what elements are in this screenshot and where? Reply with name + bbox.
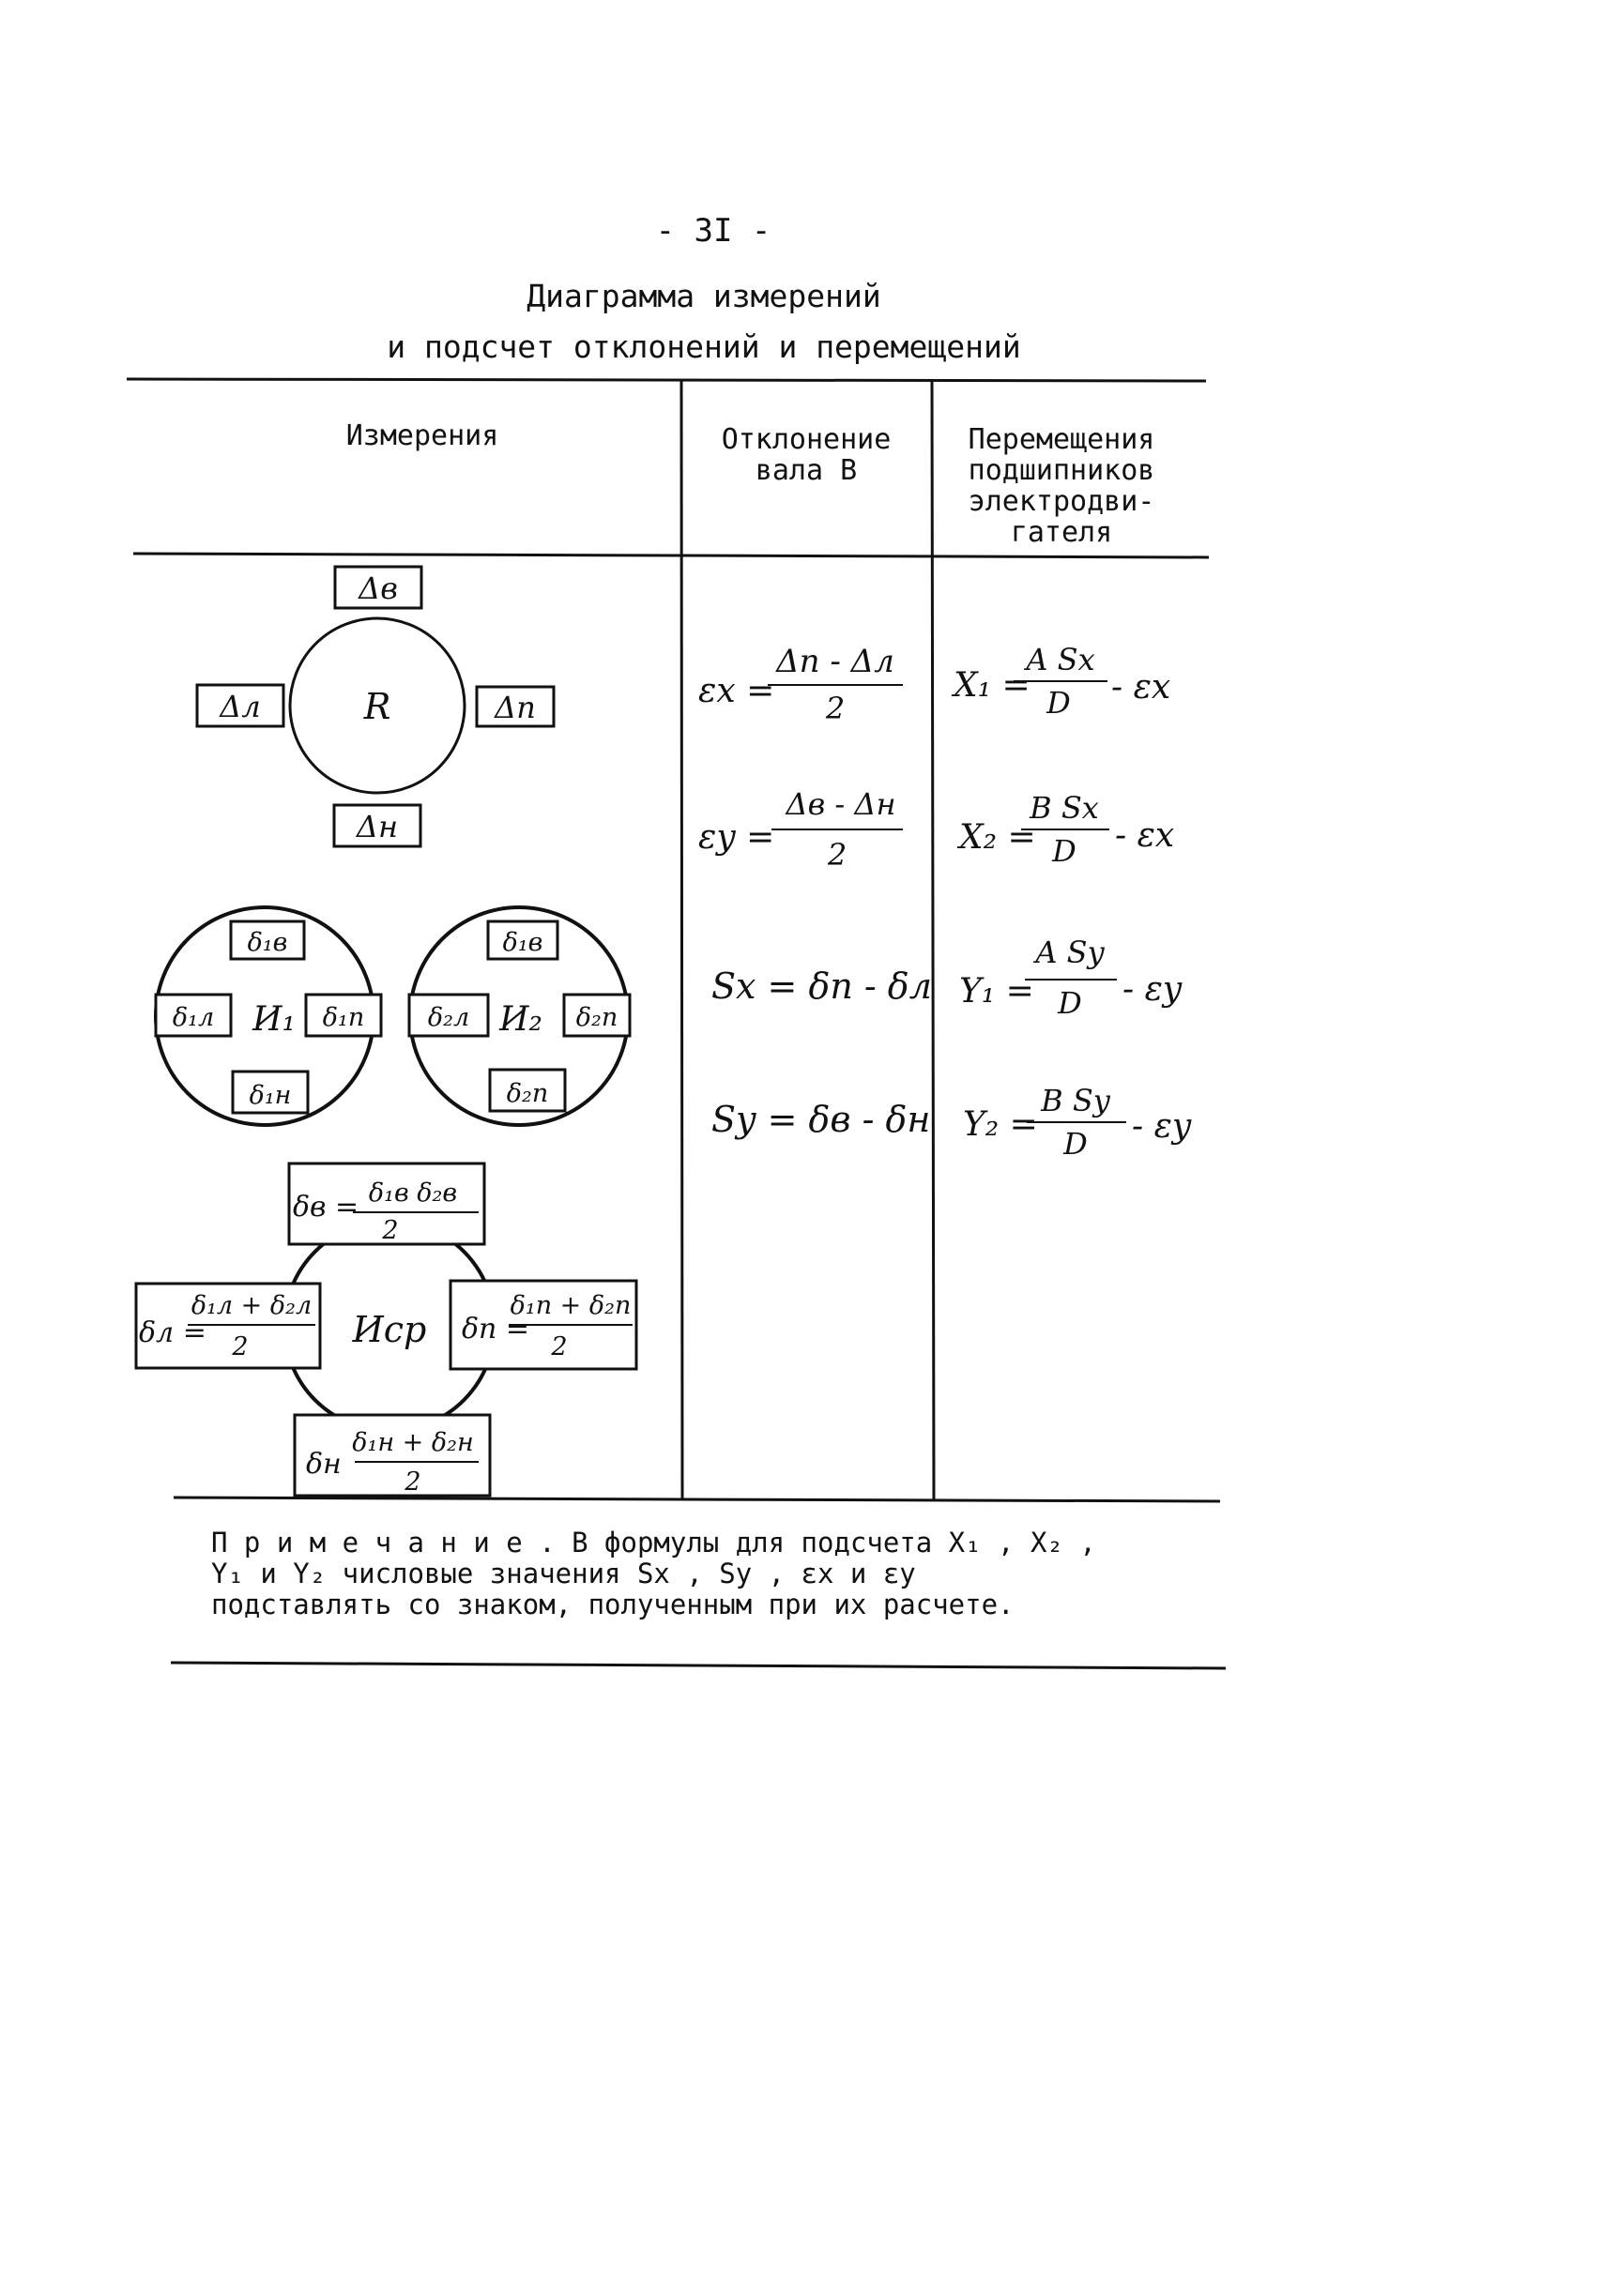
i1-bottom-label: δ₁н: [249, 1081, 292, 1110]
x1-num: A Sx: [1026, 642, 1095, 677]
i2-bottom-label: δ₂п: [506, 1079, 549, 1108]
i1-top-label: δ₁в: [247, 928, 288, 957]
sy-formula: Sy = δв - δн: [711, 1099, 931, 1140]
x2-tail: - εx: [1115, 816, 1175, 855]
y2-lhs: Y₂ =: [963, 1105, 1038, 1144]
eps-x-lhs: εx =: [698, 672, 775, 710]
avg-bottom-num: δ₁н + δ₂н: [352, 1428, 474, 1457]
i1-left-label: δ₁л: [172, 1003, 215, 1032]
r-measurement-diagram: [197, 567, 554, 846]
i2-left-label: δ₂л: [427, 1003, 470, 1032]
avg-right-lhs: δп =: [462, 1313, 530, 1346]
r-left-label: Δл: [220, 689, 261, 724]
document-title: Диаграмма измерений: [527, 278, 881, 314]
y1-den: D: [1058, 985, 1082, 1021]
x2-den: D: [1052, 833, 1076, 869]
y1-num: A Sy: [1035, 935, 1105, 970]
r-bottom-label: Δн: [356, 809, 399, 844]
avg-top-lhs: δв =: [293, 1191, 359, 1224]
y1-tail: - εy: [1122, 970, 1183, 1009]
y2-den: D: [1063, 1126, 1088, 1162]
x2-num: B Sx: [1030, 790, 1099, 826]
i2-top-label: δ₁в: [502, 928, 543, 957]
y1-lhs: Y₁ =: [959, 972, 1034, 1011]
avg-top-den: 2: [382, 1216, 399, 1245]
x1-tail: - εx: [1111, 668, 1171, 707]
x1-den: D: [1046, 685, 1071, 721]
displacement-formulas: [951, 642, 1192, 1162]
eps-x-num: Δп - Δл: [776, 643, 894, 680]
eps-x-den: 2: [825, 691, 846, 726]
avg-top-num: δ₁в δ₂в: [368, 1178, 458, 1208]
table-top-rule: [127, 379, 1206, 381]
y2-num: B Sy: [1041, 1083, 1110, 1118]
r-center-label: R: [363, 686, 391, 727]
column-header-deviation: Отклонение вала В: [721, 423, 892, 487]
x2-lhs: X₂ =: [959, 818, 1036, 857]
r-top-label: Δв: [359, 570, 398, 606]
header-bottom-rule: [133, 554, 1209, 557]
eps-y-den: 2: [827, 837, 847, 873]
table-bottom-rule: [174, 1498, 1220, 1501]
avg-left-num: δ₁л + δ₂л: [191, 1291, 313, 1320]
i1-center-label: И₁: [252, 1000, 296, 1039]
column-header-displacement: Перемещения подшипников электродви- гателя: [968, 423, 1155, 549]
column-divider-1: [681, 379, 682, 1499]
i1-measurement-diagram: [156, 907, 381, 1125]
column-header-measurements: Измерения: [345, 419, 499, 452]
note-bottom-rule: [171, 1663, 1226, 1668]
i2-right-label: δ₂п: [575, 1003, 618, 1032]
sx-formula: Sx = δп - δл: [711, 966, 932, 1007]
avg-right-den: 2: [551, 1332, 568, 1361]
avg-right-num: δ₁п + δ₂п: [510, 1291, 632, 1320]
i2-measurement-diagram: [409, 907, 630, 1125]
r-right-label: Δп: [495, 690, 536, 725]
average-measurement-diagram: [136, 1163, 636, 1497]
x1-lhs: X₁ =: [954, 666, 1030, 705]
y2-tail: - εy: [1132, 1107, 1192, 1146]
note-text: П р и м е ч а н и е . В формулы для подсчета X₁ , X₂ , Y₁ и Y₂ числовые значения Sx , Sy , εx и εy подставлять со знаком, полученным при их расчете.: [211, 1527, 1096, 1620]
eps-y-lhs: εy =: [698, 818, 775, 857]
avg-left-den: 2: [232, 1332, 249, 1361]
i2-center-label: И₂: [499, 1000, 542, 1039]
document-subtitle: и подсчет отклонений и перемещений: [387, 328, 1021, 365]
avg-left-lhs: δл =: [139, 1316, 206, 1349]
i1-right-label: δ₁п: [322, 1003, 365, 1032]
deviation-formulas: [698, 643, 932, 1140]
avg-bottom-lhs: δн: [306, 1448, 342, 1481]
column-divider-2: [932, 379, 934, 1501]
page-number: - 3I -: [655, 212, 771, 250]
avg-bottom-den: 2: [405, 1467, 421, 1497]
avg-center-label: Иср: [352, 1309, 427, 1350]
eps-y-num: Δв - Δн: [786, 786, 896, 822]
